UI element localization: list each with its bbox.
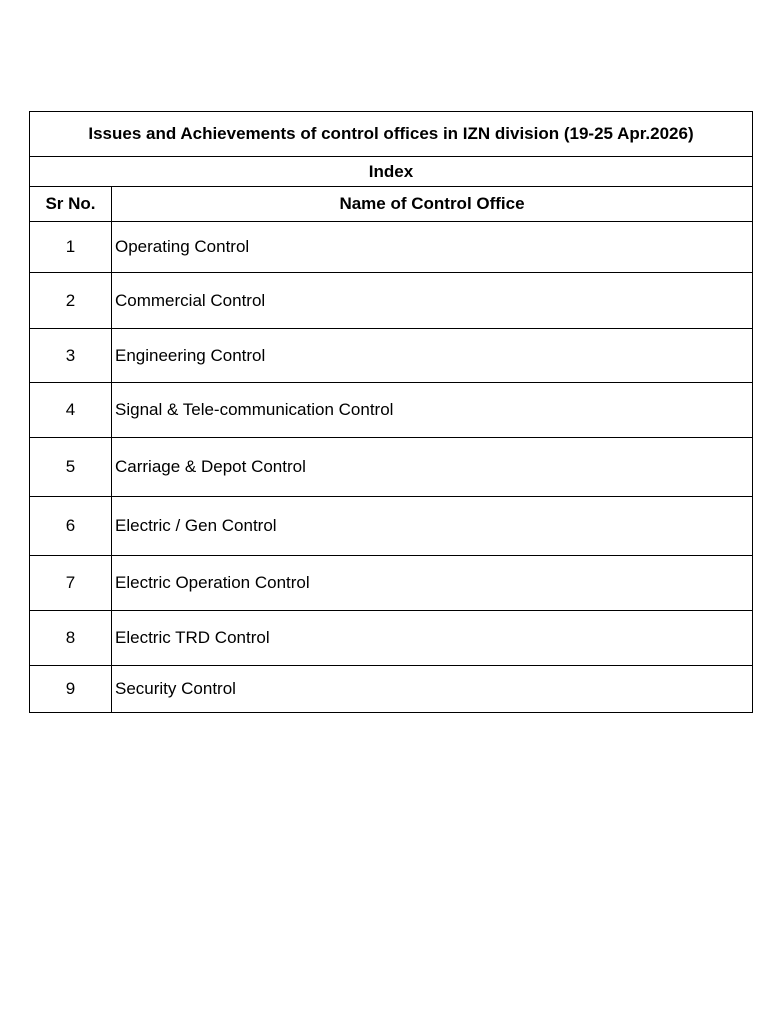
control-office-index-table [29,111,753,713]
control-office-name-cell: Commercial Control [112,273,753,329]
sr-no-cell: 4 [30,383,112,438]
table-row [30,438,753,497]
title-row [30,112,753,157]
column-header-sr-no: Sr No. [30,187,112,222]
sr-no-cell: 7 [30,556,112,611]
table-row [30,611,753,666]
document-title: Issues and Achievements of control offices in IZN division (19-25 Apr.2026) [30,112,753,157]
table-row [30,383,753,438]
index-heading: Index [30,157,753,187]
table-row [30,273,753,329]
sr-no-cell: 3 [30,329,112,383]
sr-no-cell: 2 [30,273,112,329]
control-office-name-cell: Electric TRD Control [112,611,753,666]
control-office-name-cell: Electric Operation Control [112,556,753,611]
table-row [30,497,753,556]
control-office-name-cell: Security Control [112,666,753,713]
sr-no-cell: 8 [30,611,112,666]
sr-no-cell: 9 [30,666,112,713]
header-row [30,187,753,222]
sr-no-cell: 5 [30,438,112,497]
table-row [30,329,753,383]
control-office-name-cell: Carriage & Depot Control [112,438,753,497]
column-header-name: Name of Control Office [112,187,753,222]
table-row [30,556,753,611]
control-office-name-cell: Electric / Gen Control [112,497,753,556]
index-row [30,157,753,187]
control-office-name-cell: Operating Control [112,222,753,273]
table-row [30,222,753,273]
table-row [30,666,753,713]
control-office-name-cell: Signal & Tele-communication Control [112,383,753,438]
sr-no-cell: 1 [30,222,112,273]
control-office-name-cell: Engineering Control [112,329,753,383]
sr-no-cell: 6 [30,497,112,556]
